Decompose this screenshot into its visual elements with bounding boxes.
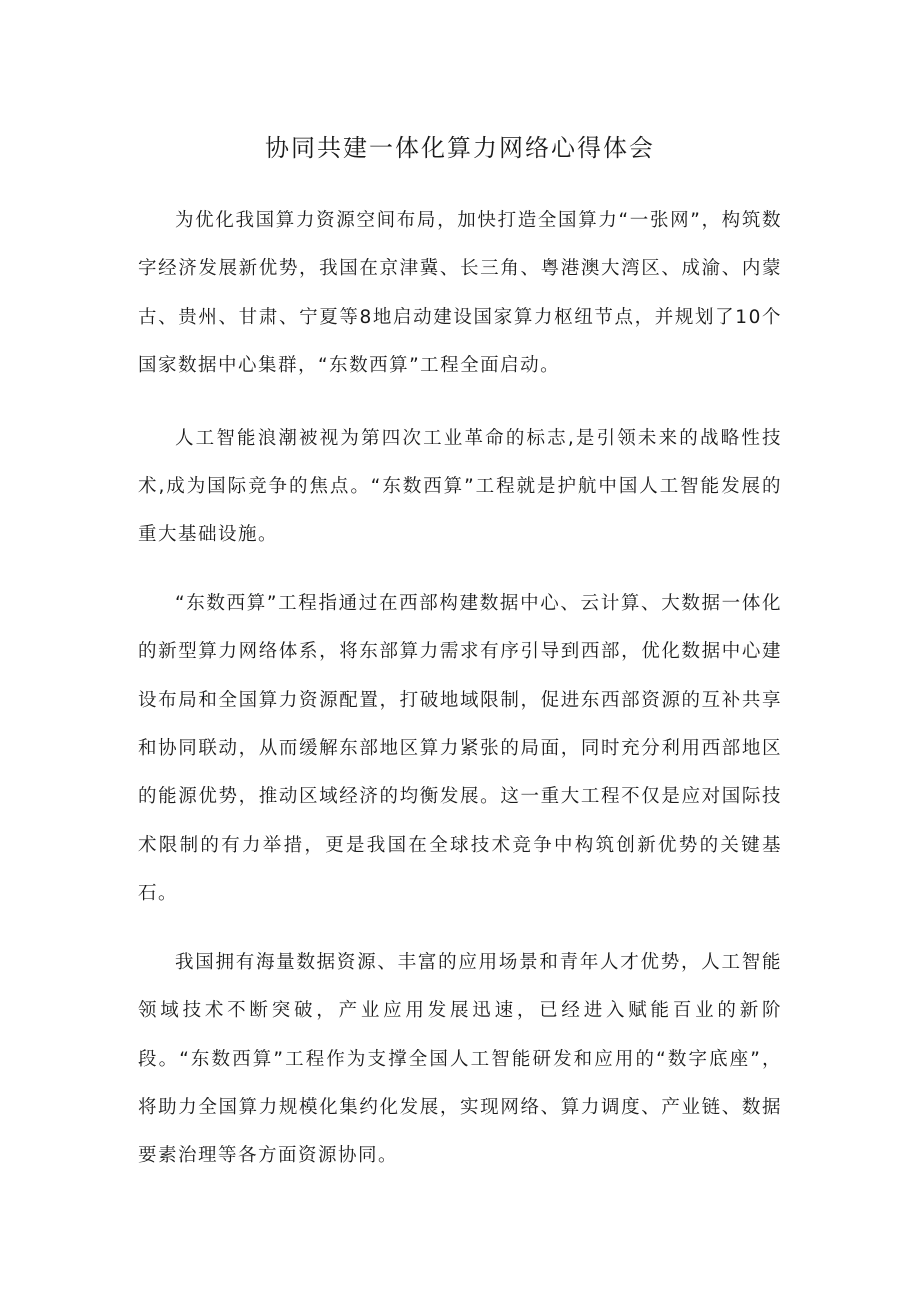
document-title: 协同共建一体化算力网络心得体会 — [265, 134, 655, 162]
paragraph-3: “东数西算”工程指通过在西部构建数据中心、云计算、大数据一体化的新型算力网络体系，将东部算力需求有序引导到西部，优化数据中心建设布局和全国算力资源配置，打破地域限制，促进东西部资源的互补共享和协同联动，从而缓解东部地区算力紧张的局面，同时充分利用西部地区的能源优势，推动区域经济的均衡发展。这一重大工程不仅是应对国际技术限制的有力举措，更是我国在全球技术竞争中构筑创新优势的关键基石。 — [138, 592, 782, 905]
paragraph-4: 我国拥有海量数据资源、丰富的应用场景和青年人才优势，人工智能领域技术不断突破，产业应用发展迅速，已经进入赋能百业的新阶段。“东数西算”工程作为支撑全国人工智能研发和应用的“数字底座”，将助力全国算力规模化集约化发展，实现网络、算力调度、产业链、数据要素治理等各方面资源协同。 — [138, 951, 782, 1167]
paragraph-2: 人工智能浪潮被视为第四次工业革命的标志,是引领未来的战略性技术,成为国际竞争的焦点。“东数西算”工程就是护航中国人工智能发展的重大基础设施。 — [138, 427, 782, 546]
paragraph-1: 为优化我国算力资源空间布局，加快打造全国算力“一张网”，构筑数字经济发展新优势，我国在京津冀、长三角、粤港澳大湾区、成渝、内蒙古、贵州、甘肃、宁夏等8地启动建设国家算力枢纽节点，并规划了10个国家数据中心集群，“东数西算”工程全面启动。 — [138, 210, 782, 377]
